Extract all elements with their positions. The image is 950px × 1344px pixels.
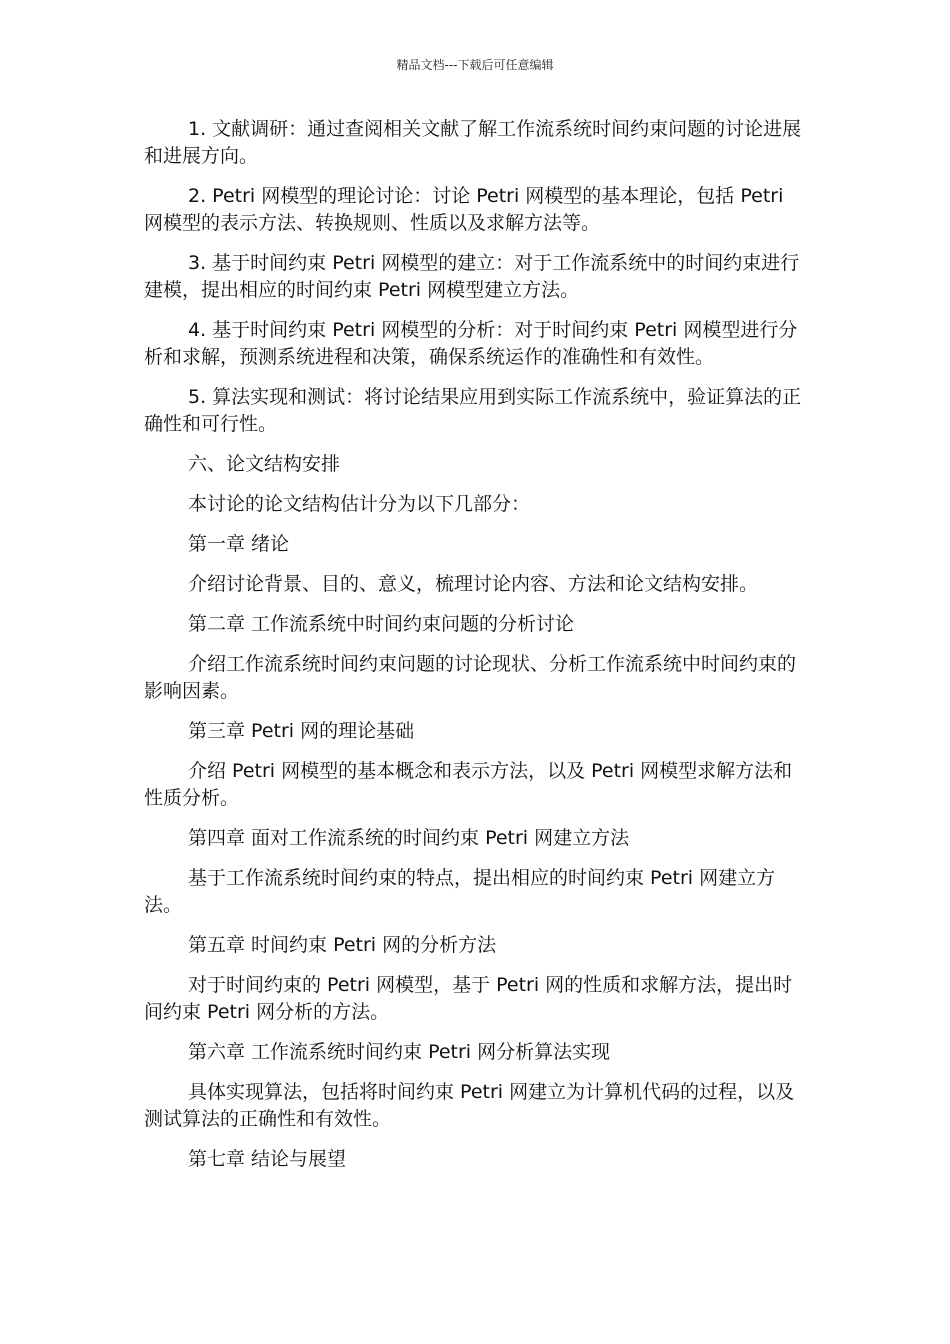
chapter-heading-2: 第二章 工作流系统中时间约束问题的分析讨论 bbox=[188, 613, 575, 635]
paragraph-model-building: 3. 基于时间约束 Petri 网模型的建立：对于工作流系统中的时间约束进行建模，提出相应的时间约束 Petri 网模型建立方法。 bbox=[144, 252, 800, 301]
chapter-description-6: 具体实现算法，包括将时间约束 Petri 网建立为计算机代码的过程，以及测试算法的正确性和有效性。 bbox=[144, 1081, 795, 1130]
paragraph-structure-intro: 本讨论的论文结构估计分为以下几部分： bbox=[188, 493, 531, 515]
chapter-description-4: 基于工作流系统时间约束的特点，提出相应的时间约束 Petri 网建立方法。 bbox=[144, 867, 776, 916]
paragraph-literature-review: 1. 文献调研：通过查阅相关文献了解工作流系统时间约束问题的讨论进展和进展方向。 bbox=[144, 118, 802, 167]
chapter-description-5: 对于时间约束的 Petri 网模型，基于 Petri 网的性质和求解方法，提出时间约束 Petri 网分析的方法。 bbox=[144, 974, 793, 1023]
chapter-heading-7: 第七章 结论与展望 bbox=[188, 1148, 347, 1170]
chapter-heading-4: 第四章 面对工作流系统的时间约束 Petri 网建立方法 bbox=[188, 827, 630, 849]
chapter-heading-6: 第六章 工作流系统时间约束 Petri 网分析算法实现 bbox=[188, 1041, 611, 1063]
document-body bbox=[144, 116, 806, 1186]
section-heading-structure: 六、论文结构安排 bbox=[188, 453, 341, 475]
chapter-description-2: 介绍工作流系统时间约束问题的讨论现状、分析工作流系统中时间约束的影响因素。 bbox=[144, 653, 797, 702]
paragraph-algorithm-testing: 5. 算法实现和测试：将讨论结果应用到实际工作流系统中，验证算法的正确性和可行性。 bbox=[144, 386, 802, 435]
paragraph-model-analysis: 4. 基于时间约束 Petri 网模型的分析：对于时间约束 Petri 网模型进行分析和求解，预测系统进程和决策，确保系统运作的准确性和有效性。 bbox=[144, 319, 798, 368]
paragraph-petri-theory: 2. Petri 网模型的理论讨论：讨论 Petri 网模型的基本理论，包括 Petri 网模型的表示方法、转换规则、性质以及求解方法等。 bbox=[144, 185, 784, 234]
page-header: 精品文档---下载后可任意编辑 bbox=[396, 58, 554, 72]
chapter-heading-1: 第一章 绪论 bbox=[188, 533, 290, 555]
chapter-heading-5: 第五章 时间约束 Petri 网的分析方法 bbox=[188, 934, 497, 956]
chapter-heading-3: 第三章 Petri 网的理论基础 bbox=[188, 720, 415, 742]
chapter-description-1: 介绍讨论背景、目的、意义，梳理讨论内容、方法和论文结构安排。 bbox=[188, 573, 759, 595]
chapter-description-3: 介绍 Petri 网模型的基本概念和表示方法，以及 Petri 网模型求解方法和性质分析。 bbox=[144, 760, 793, 809]
